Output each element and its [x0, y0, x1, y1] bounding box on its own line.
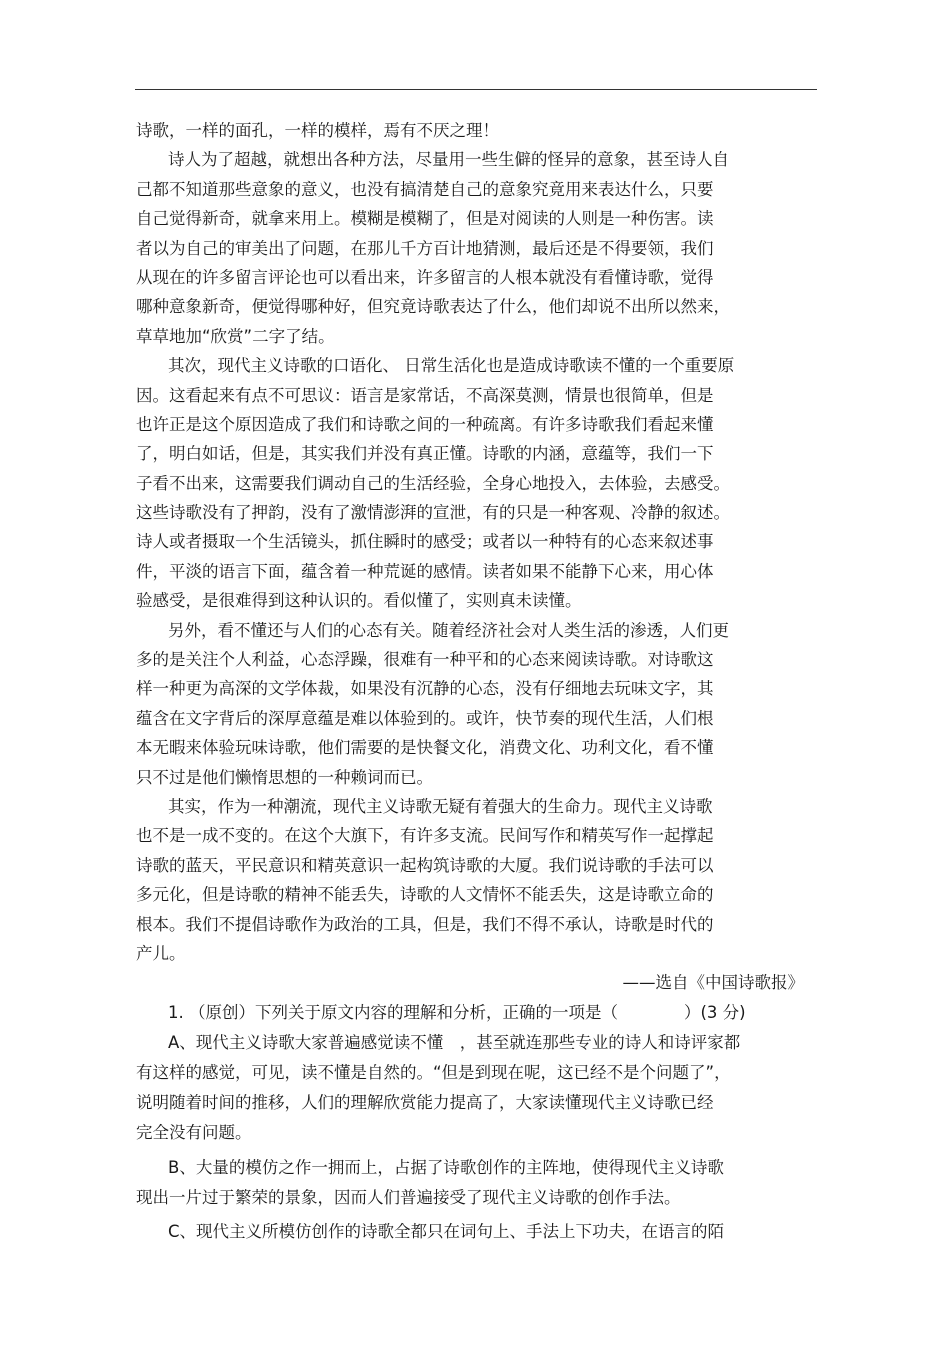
text-line: 多元化，但是诗歌的精神不能丢失，诗歌的人文情怀不能丢失，这是诗歌立命的: [136, 885, 714, 905]
text-line: 从现在的许多留言评论也可以看出来，许多留言的人根本就没有看懂诗歌，觉得: [136, 267, 714, 287]
header-rule: [135, 89, 817, 90]
question-stem: 1. （原创）下列关于原文内容的理解和分析，正确的一项是（ ）(3 分): [168, 1002, 746, 1022]
text-line: 己都不知道那些意象的意义，也没有搞清楚自己的意象究竟用来表达什么，只要: [136, 179, 714, 199]
text-line: 因。这看起来有点不可思议：语言是家常话，不高深莫测，情景也很简单，但是: [136, 385, 714, 405]
option-line: 完全没有问题。: [136, 1123, 252, 1143]
text-line: 只不过是他们懒惰思想的一种赖词而已。: [136, 767, 433, 787]
text-line: 验感受，是很难得到这种认识的。看似懂了，实则真未读懂。: [136, 591, 582, 611]
option-line: A、现代主义诗歌大家普遍感觉读不懂 ，甚至就连那些专业的诗人和诗评家都: [168, 1032, 741, 1052]
option-line: B、大量的模仿之作一拥而上，占据了诗歌创作的主阵地，使得现代主义诗歌: [168, 1157, 724, 1177]
text-line: 其次，现代主义诗歌的口语化、 日常生活化也是造成诗歌读不懂的一个重要原: [168, 356, 735, 376]
text-line: 哪种意象新奇，便觉得哪种好，但究竟诗歌表达了什么，他们却说不出所以然来，: [136, 297, 730, 317]
text-line: 诗人或者摄取一个生活镜头，抓住瞬时的感受；或者以一种特有的心态来叙述事: [136, 532, 714, 552]
option-line: 现出一片过于繁荣的景象，因而人们普遍接受了现代主义诗歌的创作手法。: [136, 1187, 681, 1207]
question-block: [136, 998, 804, 1248]
article-body: [136, 116, 804, 998]
text-line: 诗歌的蓝天，平民意识和精英意识一起构筑诗歌的大厦。我们说诗歌的手法可以: [136, 855, 714, 875]
option-c: [136, 1217, 804, 1247]
source-attribution: ——选自《中国诗歌报》: [622, 973, 804, 993]
text-line: 蕴含在文字背后的深厚意蕴是难以体验到的。或许，快节奏的现代生活，人们根: [136, 708, 714, 728]
document-page: [136, 116, 804, 1247]
option-line: 有这样的感觉，可见，读不懂是自然的。“但是到现在呢，这已经不是个问题了”，: [136, 1063, 731, 1083]
text-line: 也不是一成不变的。在这个大旗下，有许多支流。民间写作和精英写作一起撑起: [136, 826, 714, 846]
text-line: 诗人为了超越，就想出各种方法，尽量用一些生僻的怪异的意象，甚至诗人自: [168, 150, 729, 170]
text-line: 自己觉得新奇，就拿来用上。模糊是模糊了，但是对阅读的人则是一种伤害。读: [136, 209, 714, 229]
paragraph-2: [136, 145, 804, 351]
text-line: 这些诗歌没有了押韵，没有了激情澎湃的宣泄，有的只是一种客观、冷静的叙述。: [136, 503, 730, 523]
text-line: 样一种更为高深的文学体裁，如果没有沉静的心态，没有仔细地去玩味文字，其: [136, 679, 714, 699]
text-line: 了，明白如话，但是，其实我们并没有真正懂。诗歌的内涵，意蕴等，我们一下: [136, 444, 714, 464]
option-a: [136, 1028, 804, 1149]
text-line: 产儿。: [136, 943, 186, 963]
paragraph-3: [136, 351, 804, 616]
text-line: 诗歌，一样的面孔，一样的模样，焉有不厌之理！: [136, 121, 499, 140]
text-line: 件，平淡的语言下面，蕴含着一种荒诞的感情。读者如果不能静下心来，用心体: [136, 561, 714, 581]
text-line: 者以为自己的审美出了问题，在那儿千方百计地猜测，最后还是不得要领，我们: [136, 238, 714, 258]
option-b: [136, 1153, 804, 1213]
text-line: 子看不出来，这需要我们调动自己的生活经验，全身心地投入，去体验，去感受。: [136, 473, 730, 493]
text-line: 草草地加“欣赏”二字了结。: [136, 326, 335, 346]
option-line: 说明随着时间的推移，人们的理解欣赏能力提高了，大家读懂现代主义诗歌已经: [136, 1093, 714, 1113]
text-line: 本无暇来体验玩味诗歌，他们需要的是快餐文化，消费文化、功利文化，看不懂: [136, 738, 714, 758]
text-line: 其实，作为一种潮流，现代主义诗歌无疑有着强大的生命力。现代主义诗歌: [168, 796, 713, 816]
paragraph-1: [136, 116, 804, 145]
text-line: 多的是关注个人利益，心态浮躁，很难有一种平和的心态来阅读诗歌。对诗歌这: [136, 650, 714, 670]
text-line: 也许正是这个原因造成了我们和诗歌之间的一种疏离。有许多诗歌我们看起来懂: [136, 414, 714, 434]
text-line: 另外，看不懂还与人们的心态有关。随着经济社会对人类生活的渗透，人们更: [168, 620, 729, 640]
paragraph-5: [136, 792, 804, 968]
text-line: 根本。我们不提倡诗歌作为政治的工具，但是，我们不得不承认，诗歌是时代的: [136, 914, 714, 934]
paragraph-4: [136, 616, 804, 792]
option-line: C、现代主义所模仿创作的诗歌全都只在词句上、手法上下功夫，在语言的陌: [168, 1222, 725, 1242]
